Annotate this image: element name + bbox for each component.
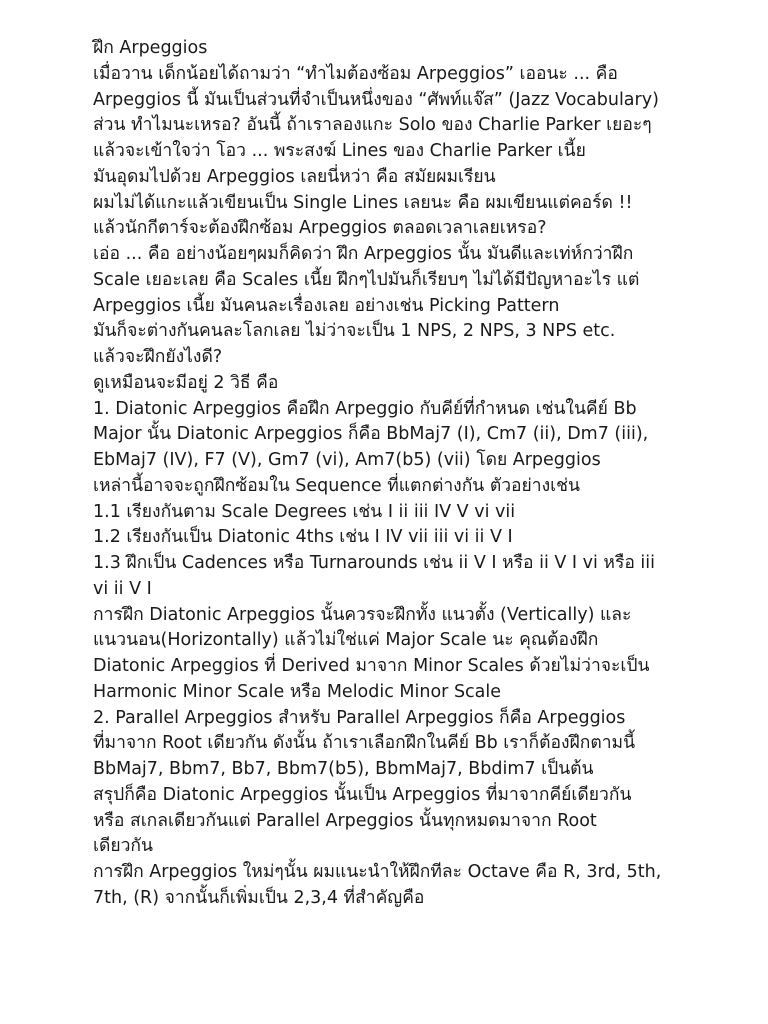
text-line: EbMaj7 (IV), F7 (V), Gm7 (vi), Am7(b5) (vii) โดย Arpeggios [93, 450, 601, 470]
text-line: สรุปก็คือ Diatonic Arpeggios นั้นเป็น Arpeggios ที่มาจากคีย์เดียวกัน [93, 784, 632, 805]
text-line: แนวนอน(Horizontally) แล้วไม่ใช่แค่ Major Scale นะ คุณต้องฝึก [93, 630, 599, 651]
text-line: 7th, (R) จากนั้นก็เพิ่มเป็น 2,3,4 ที่สำคัญคือ [93, 887, 425, 908]
document-body [93, 36, 753, 912]
text-line: มันก็จะต่างกันคนละโลกเลย ไม่ว่าจะเป็น 1 NPS, 2 NPS, 3 NPS etc. [93, 321, 616, 342]
document-title: ฝึก Arpeggios [93, 38, 208, 58]
text-line: มันอุดมไปด้วย Arpeggios เลยนี่หว่า คือ สมัยผมเรียน [93, 166, 496, 187]
text-line: หรือ สเกลเดียวกันแต่ Parallel Arpeggios นั้นทุกหมดมาจาก Root [93, 810, 597, 831]
text-line: เหล่านี้อาจจะถูกฝึกซ้อมใน Sequence ที่แตกต่างกัน ตัวอย่างเช่น [93, 475, 580, 496]
text-line: แล้วจะฝึกยังไงดี? [93, 347, 223, 367]
text-line: การฝึก Diatonic Arpeggios นั้นควรจะฝึกทั้ง แนวตั้ง (Vertically) และ [93, 604, 632, 625]
text-line: 1.1 เรียงกันตาม Scale Degrees เช่น I ii iii IV V vi vii [93, 501, 516, 522]
text-line: แล้วจะเข้าใจว่า โอว ... พระสงฆ์ Lines ของ Charlie Parker เนี้ย [93, 141, 586, 161]
text-line: 1. Diatonic Arpeggios คือฝึก Arpeggio กับคีย์ที่กำหนด เช่นในคีย์ Bb [93, 398, 637, 419]
text-line: ผมไม่ได้แกะแล้วเขียนเป็น Single Lines เลยนะ คือ ผมเขียนแต่คอร์ด !! [93, 192, 633, 213]
text-line: vi ii V I [93, 578, 152, 599]
text-line: BbMaj7, Bbm7, Bb7, Bbm7(b5), BbmMaj7, Bbdim7 เป็นต้น [93, 759, 594, 779]
text-line: เมื่อวาน เด็กน้อยได้ถามว่า “ทำไมต้องซ้อม Arpeggios” เออนะ ... คือ [93, 63, 618, 84]
text-line: Major นั้น Diatonic Arpeggios ก็คือ BbMaj7 (I), Cm7 (ii), Dm7 (iii), [93, 424, 649, 445]
text-line: ที่มาจาก Root เดียวกัน ดังนั้น ถ้าเราเลือกฝึกในคีย์ Bb เราก็ต้องฝึกตามนี้ [93, 733, 636, 754]
text-line: Harmonic Minor Scale หรือ Melodic Minor Scale [93, 681, 502, 702]
text-line: การฝึก Arpeggios ใหม่ๆนั้น ผมแนะนำให้ฝึกทีละ Octave คือ R, 3rd, 5th, [93, 862, 662, 882]
text-line: ส่วน ทำไมนะเหรอ? อันนี้ ถ้าเราลองแกะ Solo ของ Charlie Parker เยอะๆ [93, 115, 652, 136]
text-line: เดียวกัน [93, 836, 153, 857]
text-line: แล้วนักกีตาร์จะต้องฝึกซ้อม Arpeggios ตลอดเวลาเลยเหรอ? [93, 218, 547, 239]
text-line: Scale เยอะเลย คือ Scales เนี้ย ฝึกๆไปมันก็เรียบๆ ไม่ได้มีปัญหาอะไร แต่ [93, 269, 640, 290]
text-line: 1.3 ฝึกเป็น Cadences หรือ Turnarounds เช่น ii V I หรือ ii V I vi หรือ iii [93, 553, 656, 573]
text-line: 2. Parallel Arpeggios สำหรับ Parallel Arpeggios ก็คือ Arpeggios [93, 707, 626, 728]
text-line: Arpeggios เนี้ย มันคนละเรื่องเลย อย่างเช่น Picking Pattern [93, 295, 560, 316]
text-line: เอ่อ ... คือ อย่างน้อยๆผมก็คิดว่า ฝึก Arpeggios นั้น มันดีและเท่ห์กว่าฝึก [93, 244, 634, 264]
text-line: Arpeggios นี้ มันเป็นส่วนที่จำเป็นหนึ่งของ “ศัพท์แจ๊ส” (Jazz Vocabulary) [93, 89, 659, 110]
text-line: 1.2 เรียงกันเป็น Diatonic 4ths เช่น I IV vii iii vi ii V I [93, 527, 513, 548]
text-line: ดูเหมือนจะมีอยู่ 2 วิธี คือ [93, 372, 279, 393]
text-line: Diatonic Arpeggios ที่ Derived มาจาก Minor Scales ด้วยไม่ว่าจะเป็น [93, 656, 650, 676]
